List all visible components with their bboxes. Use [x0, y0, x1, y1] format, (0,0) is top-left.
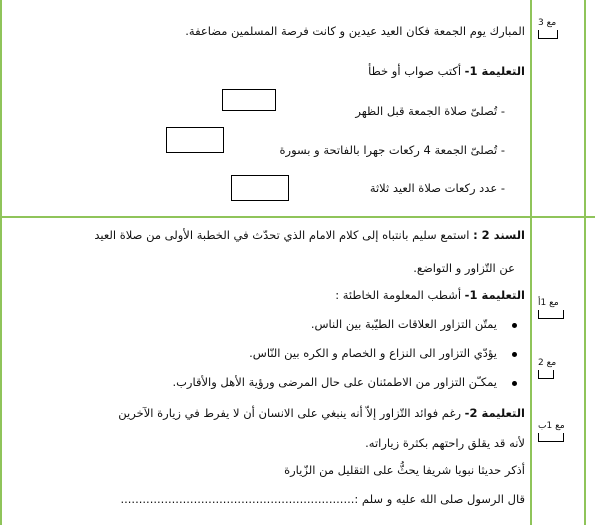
instruction-b1-label: التعليمة 1-: [464, 288, 525, 302]
intro-line: المبارك يوم الجمعة فكان العيد عيدين و كانت فرصة المسلمين مضاعفة.: [185, 24, 525, 38]
content-right-border: [530, 0, 532, 525]
instruction-b2-line2: لأنه قد يقلق راحتهم بكثرة زياراته.: [365, 436, 525, 450]
grade-bracket-1a: [538, 310, 564, 319]
right-border: [584, 0, 586, 525]
instruction-b2-text: رغم فوائد التّزاور إلاّ أنه ينبغي على الانسان أن لا يفرط في زيارة الآخرين: [118, 406, 465, 420]
grade-bracket-top: [538, 30, 558, 39]
grade-bracket-2: [538, 370, 554, 379]
grade-mark-1a: مع 1أ: [538, 298, 559, 308]
statement-2: - تُصلىّ الجمعة 4 ركعات جهرا بالفاتحة و بسورة: [279, 143, 505, 157]
statement-3: - عدد ركعات صلاة العيد ثلاثة: [369, 181, 505, 195]
instruction-b2: [118, 406, 525, 420]
section-divider: [0, 216, 595, 218]
hadith-answer-line[interactable]: قال الرسول صلى الله عليه و سلم :................................................................: [120, 492, 525, 506]
answer-box-1[interactable]: [222, 89, 276, 111]
bullet-dot-1: [512, 323, 517, 328]
grade-mark-2: مع 2: [538, 358, 557, 368]
bullet-dot-3: [512, 381, 517, 386]
sanad-2: [94, 228, 525, 242]
left-border: [0, 0, 2, 525]
instruction-b2-label: التعليمة 2-: [464, 406, 525, 420]
answer-box-2[interactable]: [166, 127, 224, 153]
grade-mark-1b: مع 1ب: [538, 421, 565, 431]
bullet-item-3: يمكـّن التزاور من الاطمئنان على حال المرضى ورؤية الأهل والأقارب.: [172, 375, 497, 389]
grade-bracket-1b: [538, 433, 564, 442]
bullet-item-1: يمتّن التزاور العلاقات الطيّبة بين الناس.: [310, 317, 497, 331]
bullet-item-2: يؤدّي التزاور الى النزاع و الخصام و الكره بين النّاس.: [249, 346, 497, 360]
instruction-1-text: أكتب صواب أو خطأ: [368, 64, 465, 78]
grade-mark-top: مع 3: [538, 18, 557, 28]
sanad-text: استمع سليم بانتباه إلى كلام الامام الذي تحدّث في الخطبة الأولى من صلاة العيد: [94, 228, 474, 242]
bullet-dot-2: [512, 352, 517, 357]
instruction-b1: [335, 288, 525, 302]
instruction-1: [368, 64, 525, 78]
hadith-prompt: أذكر حديثا نبويا شريفا يحثُّ على التقليل من الزّيارة: [284, 463, 525, 477]
instruction-b1-text: أشطب المعلومة الخاطئة :: [335, 288, 465, 302]
answer-box-3[interactable]: [231, 175, 289, 201]
sanad-line-2: عن التّزاور و التواضع.: [413, 261, 515, 275]
statement-1: - تُصلىّ صلاة الجمعة قبل الظهر: [355, 104, 505, 118]
instruction-1-label: التعليمة 1-: [464, 64, 525, 78]
sanad-label: السند 2 :: [473, 228, 525, 242]
